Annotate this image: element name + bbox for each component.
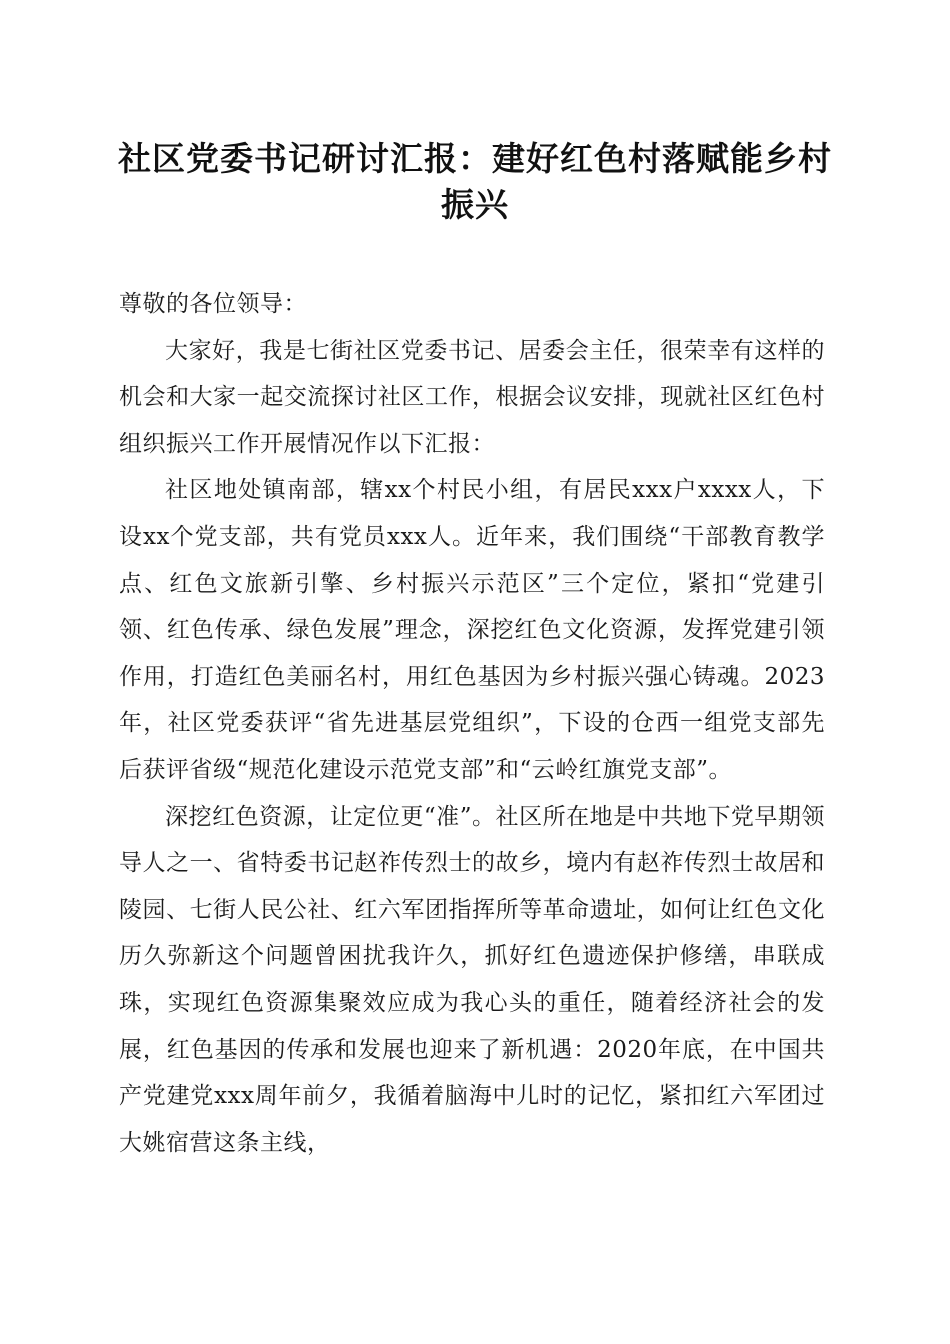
salutation: 尊敬的各位领导： — [119, 291, 307, 317]
paragraph-3: 深挖红色资源，让定位更“准”。社区所在地是中共地下党早期领导人之一、省特委书记赵祚传烈士的故乡，境内有赵祚传烈士故居和陵园、七街人民公社、红六军团指挥所等革命遗址，如何让红色文化历久弥新这个问题曾困扰我许久，抓好红色遗迹保护修缮，串联成珠，实现红色资源集聚效应成为我心头的重任，随着经济社会的发展，红色基因的传承和发展也迎来了新机遇：2020年底，在中国共产党建党xxx周年前夕，我循着脑海中儿时的记忆，紧扣红六军团过大姚宿营这条主线， — [119, 803, 825, 1156]
document-body — [119, 281, 825, 1166]
document-title: 社区党委书记研讨汇报：建好红色村落赋能乡村振兴 — [118, 139, 832, 224]
paragraph-1: 大家好，我是七街社区党委书记、居委会主任，很荣幸有这样的机会和大家一起交流探讨社区工作，根据会议安排，现就社区红色村组织振兴工作开展情况作以下汇报： — [119, 337, 825, 457]
paragraph-2: 社区地处镇南部，辖xx个村民小组，有居民xxx户xxxx人，下设xx个党支部，共有党员xxx人。近年来，我们围绕“干部教育教学点、红色文旅新引擎、乡村振兴示范区”三个定位，紧扣“党建引领、红色传承、绿色发展”理念，深挖红色文化资源，发挥党建引领作用，打造红色美丽名村，用红色基因为乡村振兴强心铸魂。2023年，社区党委获评“省先进基层党组织”，下设的仓西一组党支部先后获评省级“规范化建设示范党支部”和“云岭红旗党支部”。 — [119, 477, 825, 783]
